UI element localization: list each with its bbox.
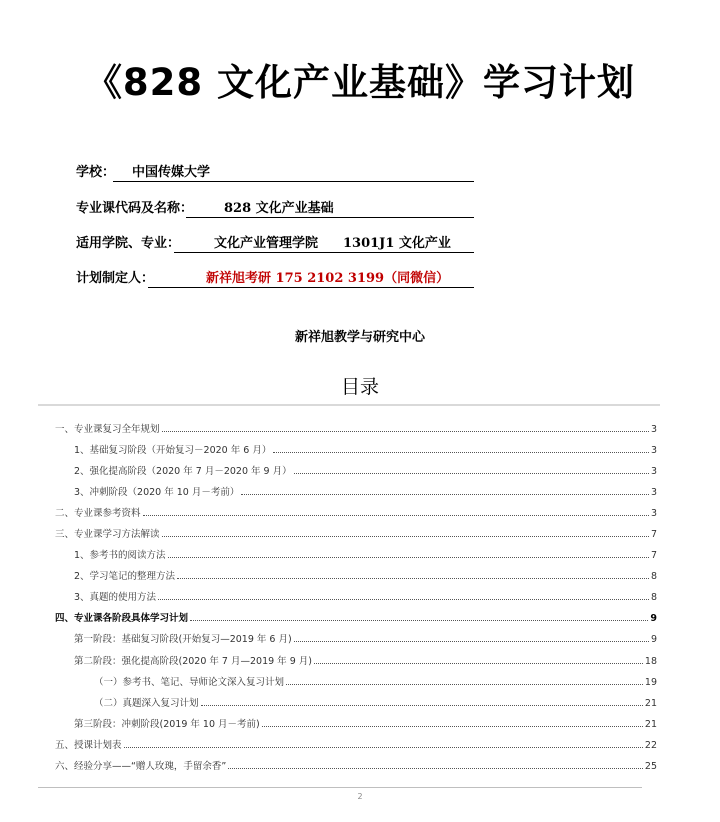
toc-entry[interactable] <box>55 756 657 772</box>
toc-divider <box>38 404 660 406</box>
toc-entry-text: 一、专业课复习全年规划 <box>55 424 160 435</box>
toc-leader <box>190 620 648 621</box>
toc-entry-text: 六、经验分享——“赠人玫瑰，手留余香” <box>55 761 227 772</box>
toc-leader <box>228 768 643 769</box>
toc-leader <box>294 641 649 642</box>
toc-entry-page: 19 <box>644 677 657 688</box>
school-row <box>76 162 476 182</box>
toc-leader <box>177 578 649 579</box>
toc-entry-page: 3 <box>650 466 657 477</box>
toc-leader <box>158 599 649 600</box>
toc-leader <box>294 473 649 474</box>
toc-entry-text: 三、专业课学习方法解读 <box>55 529 160 540</box>
planner-label: 计划制定人： <box>76 271 155 286</box>
toc-entry-page: 7 <box>650 550 657 561</box>
dept-value-2: 1301J1 文化产业 <box>343 236 451 251</box>
toc-entry-text: 四、专业课各阶段具体学习计划 <box>55 613 189 624</box>
toc-entry-page: 21 <box>644 719 657 730</box>
school-label: 学校： <box>76 165 116 180</box>
toc-entry-page: 3 <box>650 424 657 435</box>
page-number: 2 <box>357 792 363 801</box>
footer-divider <box>38 787 642 788</box>
toc-entry[interactable] <box>74 651 657 667</box>
toc-entry[interactable] <box>74 440 657 456</box>
toc-entry-text: 2、学习笔记的整理方法 <box>74 571 176 582</box>
center-name: 新祥旭教学与研究中心 <box>294 330 425 345</box>
toc-entry-page: 8 <box>650 571 657 582</box>
toc-entry-text: 第二阶段：强化提高阶段(2020 年 7 月—2019 年 9 月) <box>74 656 312 667</box>
toc-entry[interactable] <box>74 566 657 582</box>
toc-entry-text: 1、参考书的阅读方法 <box>74 550 166 561</box>
toc-entry-text: 1、基础复习阶段（开始复习－2020 年 6 月） <box>74 445 272 456</box>
toc-leader <box>162 536 649 537</box>
toc-entry[interactable] <box>55 524 657 540</box>
course-value: 828 文化产业基础 <box>224 201 334 216</box>
toc-entry[interactable] <box>55 503 657 519</box>
toc-entry-page: 25 <box>644 761 657 772</box>
toc-leader <box>286 684 643 685</box>
dept-row <box>76 233 476 253</box>
toc-entry[interactable] <box>74 587 657 603</box>
course-label: 专业课代码及名称： <box>76 201 194 216</box>
course-row <box>76 198 476 218</box>
toc-entry-text: 五、授课计划表 <box>55 740 122 751</box>
dept-label: 适用学院、专业： <box>76 236 181 251</box>
toc-leader <box>162 431 649 432</box>
toc-entry[interactable] <box>74 482 657 498</box>
toc-entry-page: 22 <box>644 740 657 751</box>
toc-entry[interactable] <box>94 693 657 709</box>
toc-leader <box>241 494 649 495</box>
toc-entry-page: 9 <box>650 613 657 624</box>
toc-entry-page: 3 <box>650 445 657 456</box>
toc-entry-page: 3 <box>650 508 657 519</box>
toc-entry[interactable] <box>55 419 657 435</box>
toc-entry-text: 3、真题的使用方法 <box>74 592 157 603</box>
toc-entry-text: （一）参考书、笔记、导师论文深入复习计划 <box>94 677 285 688</box>
planner-row <box>76 268 476 288</box>
toc-entry-text: 二、专业课参考资料 <box>55 508 141 519</box>
toc-entry-page: 8 <box>650 592 657 603</box>
toc-entry[interactable] <box>74 714 657 730</box>
school-value: 中国传媒大学 <box>132 165 211 180</box>
toc-leader <box>201 705 643 706</box>
toc-leader <box>314 663 643 664</box>
toc-entry[interactable] <box>55 608 657 624</box>
toc-entry-page: 7 <box>650 529 657 540</box>
toc-entry[interactable] <box>74 461 657 477</box>
dept-value-1: 文化产业管理学院 <box>214 236 319 251</box>
toc-entry-page: 21 <box>644 698 657 709</box>
toc-entry-text: 第三阶段：冲刺阶段(2019 年 10 月－考前) <box>74 719 260 730</box>
toc-entry-page: 18 <box>644 656 657 667</box>
document-title: 《828 文化产业基础》学习计划 <box>84 61 636 104</box>
toc-entry[interactable] <box>55 735 657 751</box>
toc-entry-page: 3 <box>650 487 657 498</box>
toc-entry[interactable] <box>74 629 657 645</box>
toc-entry-text: 2、强化提高阶段（2020 年 7 月－2020 年 9 月） <box>74 466 292 477</box>
toc-entry-text: 第一阶段：基础复习阶段(开始复习—2019 年 6 月) <box>74 634 292 645</box>
toc-leader <box>262 726 643 727</box>
toc-entry[interactable] <box>94 672 657 688</box>
toc-entry-page: 9 <box>650 634 657 645</box>
planner-value: 新祥旭考研 175 2102 3199（同微信） <box>206 271 450 286</box>
toc-entry-text: （二）真题深入复习计划 <box>94 698 199 709</box>
toc-entry[interactable] <box>74 545 657 561</box>
toc-leader <box>168 557 649 558</box>
toc-leader <box>143 515 649 516</box>
toc-leader <box>273 452 649 453</box>
toc-title: 目录 <box>340 376 379 398</box>
toc-leader <box>124 747 643 748</box>
toc-entry-text: 3、冲刺阶段（2020 年 10 月－考前） <box>74 487 240 498</box>
